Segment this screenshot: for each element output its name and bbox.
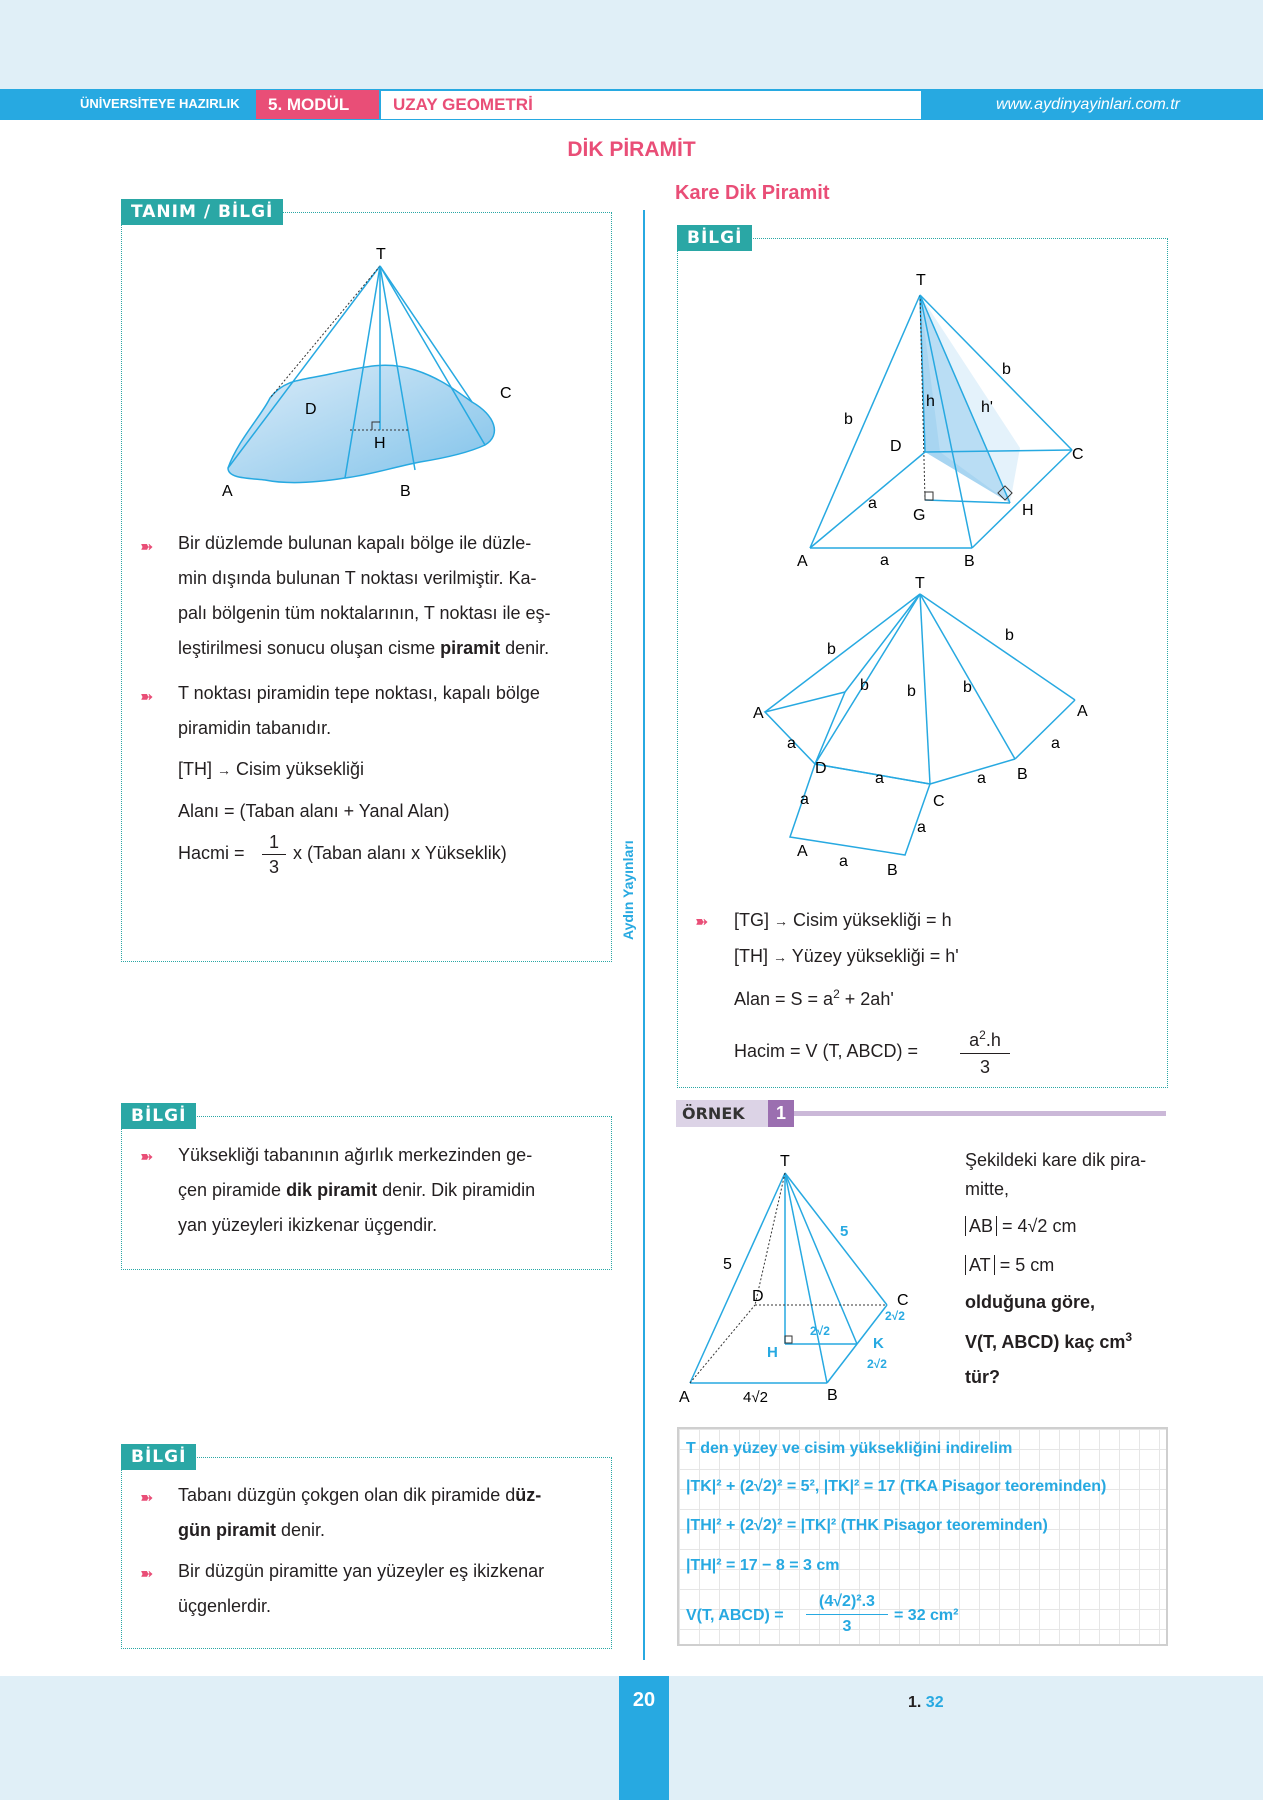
fig2-label-a: a bbox=[875, 770, 884, 787]
footer-code: 1. 32 bbox=[908, 1694, 944, 1711]
fig2-label-a: a bbox=[800, 791, 809, 808]
arrow-right-icon: → bbox=[217, 762, 232, 778]
fig2-label-a: a bbox=[917, 819, 926, 836]
square-pyramid-figure bbox=[780, 270, 1100, 570]
fig1-label-A: A bbox=[797, 553, 808, 570]
fig2-label-A: A bbox=[797, 843, 808, 860]
fig-label-A: A bbox=[222, 483, 233, 500]
fig2-label-A: A bbox=[753, 705, 764, 722]
page-number: 20 bbox=[619, 1676, 669, 1800]
ex-label-r-hk: 2√2 bbox=[810, 1324, 830, 1338]
website-link[interactable]: www.aydinyayinlari.com.tr bbox=[995, 96, 1180, 113]
ex-label-H: H bbox=[767, 1344, 778, 1361]
general-pyramid-figure bbox=[210, 240, 530, 510]
module-label: 5. MODÜL bbox=[256, 90, 379, 119]
ex-label-K: K bbox=[873, 1335, 884, 1352]
solution-line-4: |TH|² = 17 − 8 = 3 cm bbox=[686, 1557, 840, 1574]
fig1-label-H: H bbox=[1022, 502, 1034, 519]
fig-label-H: H bbox=[374, 435, 386, 452]
fig1-label-T: T bbox=[916, 272, 926, 289]
fig2-label-C: C bbox=[933, 793, 945, 810]
th-definition: [TH] → Cisim yüksekliği bbox=[178, 759, 365, 779]
fig2-label-b: b bbox=[907, 683, 916, 700]
fig1-label-G: G bbox=[913, 507, 926, 524]
fig2-label-a: a bbox=[1051, 735, 1060, 752]
publisher-vertical-label: Aydın Yayınları bbox=[620, 840, 636, 940]
hacim-formula-tail: x (Taban alanı x Yükseklik) bbox=[293, 843, 507, 863]
fig1-label-b-right: b bbox=[1002, 361, 1011, 378]
page-title: DİK PİRAMİT bbox=[567, 138, 696, 161]
fig2-label-A: A bbox=[1077, 703, 1088, 720]
fig1-label-h: h bbox=[926, 393, 935, 410]
fig1-label-b-left: b bbox=[844, 411, 853, 428]
ex-label-A: A bbox=[679, 1389, 690, 1406]
solution-line-1: T den yüzey ve cisim yüksekliğini indirelim bbox=[686, 1440, 1013, 1457]
bilgi1-text: Yüksekliği tabanının ağırlık merkezinden ge- çen piramide dik piramit denir. Dik piramidin yan yüzeyleri ikizkenar üçgendir. bbox=[178, 1145, 536, 1235]
arrow-right-icon: → bbox=[773, 949, 788, 965]
arrow-right-icon: → bbox=[774, 913, 789, 929]
series-label: ÜNİVERSİTEYE HAZIRLIK bbox=[80, 96, 240, 111]
tanim-tag: TANIM / BİLGİ bbox=[121, 199, 283, 225]
fig1-label-h-prime: h' bbox=[981, 399, 993, 416]
kare-bilgi-tag: BİLGİ bbox=[677, 225, 752, 251]
ornek-number: 1 bbox=[768, 1100, 794, 1127]
tg-definition: [TG] → Cisim yüksekliği = h bbox=[734, 910, 952, 930]
bullet-arrow-icon: ➽ bbox=[140, 1566, 154, 1583]
fig1-label-a-left: a bbox=[868, 495, 877, 512]
fig-label-B: B bbox=[400, 483, 411, 500]
ex-label-5-left: 5 bbox=[723, 1256, 732, 1273]
fig2-label-b: b bbox=[1005, 627, 1014, 644]
fig2-label-T: T bbox=[915, 575, 925, 592]
fig1-label-C: C bbox=[1072, 446, 1084, 463]
ex-label-T: T bbox=[780, 1153, 790, 1170]
fig-label-T: T bbox=[376, 246, 386, 263]
bullet-arrow-icon: ➽ bbox=[140, 539, 154, 556]
fig2-label-a: a bbox=[839, 853, 848, 870]
solution-line-5-result: = 32 cm² bbox=[894, 1607, 959, 1624]
fig2-label-b: b bbox=[963, 679, 972, 696]
fig-label-D: D bbox=[305, 401, 317, 418]
hacim-fraction: 1 3 bbox=[262, 830, 286, 879]
fig2-label-b: b bbox=[827, 641, 836, 658]
fig1-label-a-bottom: a bbox=[880, 552, 889, 569]
topic-label: UZAY GEOMETRİ bbox=[381, 91, 921, 119]
fig1-label-B: B bbox=[964, 553, 975, 570]
bullet-arrow-icon: ➽ bbox=[140, 1490, 154, 1507]
section-title: Kare Dik Piramit bbox=[675, 182, 830, 204]
ex-label-B: B bbox=[827, 1387, 838, 1404]
bullet-arrow-icon: ➽ bbox=[695, 914, 709, 931]
fig2-label-D: D bbox=[815, 760, 827, 777]
solution-line-3: |TH|² + (2√2)² = |TK|² (THK Pisagor teoreminden) bbox=[686, 1517, 1048, 1534]
tanim-paragraph-1: Bir düzlemde bulunan kapalı bölge ile düzle- min dışında bulunan T noktası verilmiştir. Ka- palı bölgenin tüm noktalarının, T noktası ile eş- leştirilmesi sonucu oluşan cisme piramit denir. bbox=[178, 533, 551, 658]
bullet-arrow-icon: ➽ bbox=[140, 1149, 154, 1166]
solution-line-2: |TK|² + (2√2)² = 5², |TK|² = 17 (TKA Pisagor teoreminden) bbox=[686, 1478, 1107, 1495]
kare-hacim-fraction: $a^2.h$ 3 bbox=[960, 1022, 1010, 1080]
example-pyramid-figure bbox=[675, 1148, 925, 1408]
kare-alan-formula: Alan = $S = a^2 + 2ah'$ bbox=[734, 987, 894, 1009]
alan-formula: Alanı = (Taban alanı + Yanal Alan) bbox=[178, 801, 450, 821]
solution-line-5: V(T, ABCD) = bbox=[686, 1607, 784, 1624]
fig1-label-D: D bbox=[890, 438, 902, 455]
ex-label-r-b: 2√2 bbox=[867, 1357, 887, 1371]
bullet-arrow-icon: ➽ bbox=[140, 689, 154, 706]
ex-label-r-c: 2√2 bbox=[885, 1309, 905, 1323]
bilgi2-text-2: Bir düzgün piramitte yan yüzeyler eş ikizkenar üçgenlerdir. bbox=[178, 1561, 545, 1616]
kare-hacim-formula: Hacim = V (T, ABCD) = bbox=[734, 1041, 919, 1061]
fig2-label-a: a bbox=[977, 770, 986, 787]
ex-label-5-right: 5 bbox=[840, 1223, 849, 1240]
ornek-rule bbox=[794, 1111, 1166, 1116]
ex-label-C: C bbox=[897, 1292, 909, 1309]
hacim-formula: Hacmi = bbox=[178, 843, 245, 863]
bilgi1-tag: BİLGİ bbox=[121, 1103, 196, 1129]
top-band bbox=[0, 0, 1263, 89]
bilgi2-tag: BİLGİ bbox=[121, 1444, 196, 1470]
column-divider bbox=[643, 210, 645, 1660]
fig-label-C: C bbox=[500, 385, 512, 402]
fig2-label-B: B bbox=[1017, 766, 1028, 783]
pyramid-net-figure bbox=[745, 572, 1105, 882]
fig2-label-b: b bbox=[860, 677, 869, 694]
fig2-label-a: a bbox=[787, 735, 796, 752]
ex-label-D: D bbox=[752, 1288, 764, 1305]
bilgi2-text-1: Tabanı düzgün çokgen olan dik piramide düz- gün piramit denir. bbox=[178, 1485, 542, 1540]
ornek-tag: ÖRNEK bbox=[676, 1100, 772, 1127]
th-yuzey-definition: [TH] → Yüzey yüksekliği = h' bbox=[734, 946, 959, 966]
ex-label-AB: 4√2 bbox=[743, 1389, 768, 1406]
fig2-label-B: B bbox=[887, 862, 898, 879]
tanim-paragraph-2: T noktası piramidin tepe noktası, kapalı bölge piramidin tabanıdır. bbox=[178, 683, 540, 738]
solution-fraction: (4√2)².3 3 bbox=[806, 1590, 888, 1639]
example-question: Şekildeki kare dik pira- mitte, AB = 4√2 cm AT = 5 cm olduğuna göre, V(T, ABCD) kaç $cm^3$ tür? bbox=[965, 1150, 1147, 1387]
